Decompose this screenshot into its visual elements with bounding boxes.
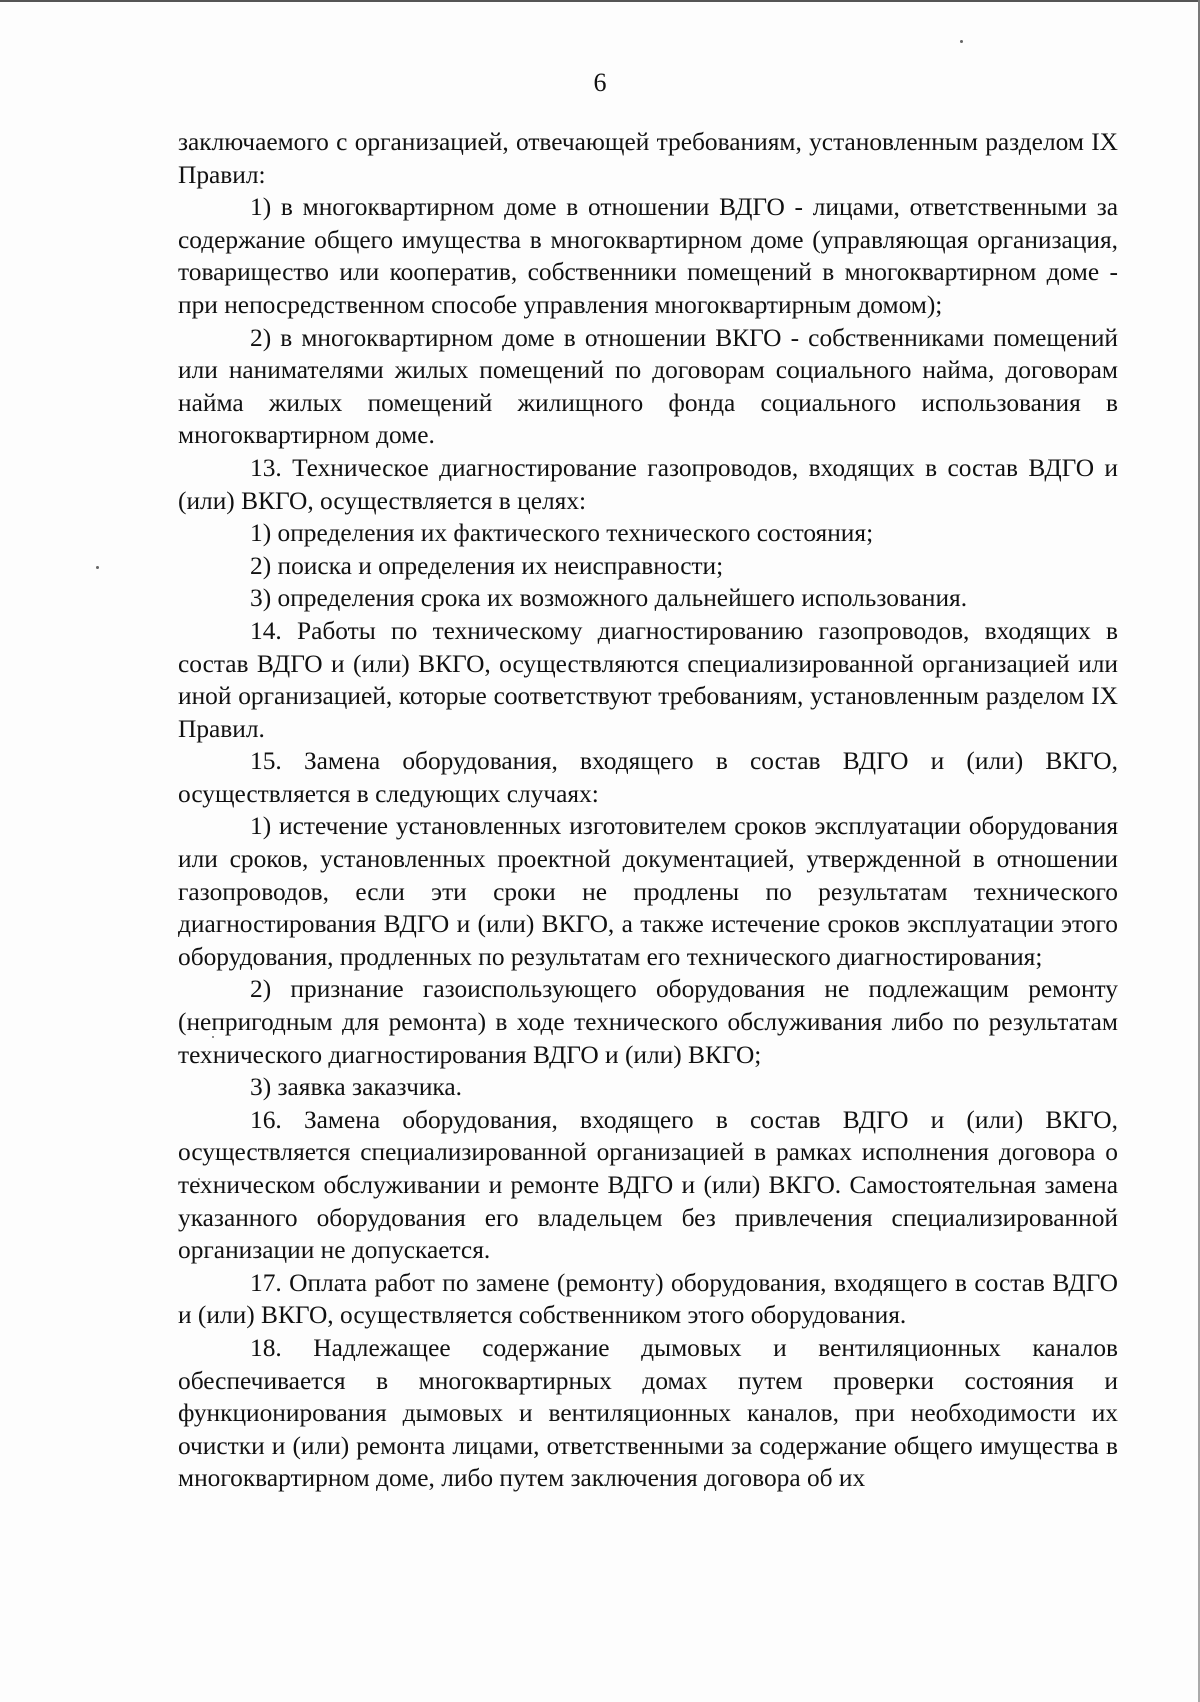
paragraph: 1) определения их фактического технического состояния; — [250, 519, 874, 548]
paragraph: 15. Замена оборудования, входящего в состав ВДГО и (или) ВКГО, осуществляется в следующих случаях: — [178, 747, 1118, 808]
paragraph: 2) в многоквартирном доме в отношении ВКГО - собственниками помещений или нанимателями жилых помещений по договорам социального найма, договорам найма жилых помещений жилищного фонда социального использования в многоквартирном доме. — [178, 323, 1118, 450]
scan-top-edge — [0, 0, 1200, 2]
page-number: 6 — [593, 68, 607, 97]
paragraph: 18. Надлежащее содержание дымовых и вентиляционных каналов обеспечивается в многоквартирных домах путем проверки состояния и функционирования дымовых и вентиляционных каналов, при необходимости их очистки и (или) ремонта лицами, ответственными за содержание общего имущества в многоквартирном доме, либо путем заключения договора об их — [178, 1333, 1118, 1493]
paragraph: 17. Оплата работ по замене (ремонту) оборудования, входящего в состав ВДГО и (или) ВКГО, осуществляется собственником этого оборудования. — [178, 1268, 1118, 1330]
scan-speck — [96, 566, 99, 569]
paragraph: 1) в многоквартирном доме в отношении ВДГО - лицами, ответственными за содержание общего имущества в многоквартирном доме (управляющая организация, товарищество или кооператив, собственники помещений в многоквартирном доме - при непосредственном способе управления многоквартирным домом); — [178, 193, 1118, 319]
paragraph: 1) истечение установленных изготовителем сроков эксплуатации оборудования или сроков, установленных проектной документацией, утвержденной в отношении газопроводов, если эти сроки не продлены по результатам технического диагностирования ВДГО и (или) ВКГО, а также истечение сроков эксплуатации этого оборудования, продленных по результатам его технического диагностирования; — [178, 812, 1118, 971]
scan-speck — [960, 40, 963, 43]
paragraph: 16. Замена оборудования, входящего в состав ВДГО и (или) ВКГО, осуществляется специализированной организацией в рамках исполнения договора о техническом обслуживании и ремонте ВДГО и (или) ВКГО. Самостоятельная замена указанного оборудования его владельцем без привлечения специализированной организации не допускается. — [178, 1105, 1118, 1265]
paragraph: 14. Работы по техническому диагностированию газопроводов, входящих в состав ВДГО и (или) ВКГО, осуществляются специализированной организацией или иной организацией, которые соответствуют требованиям, установленным разделом IX Правил. — [178, 616, 1118, 743]
paragraph: 2) признание газоиспользующего оборудования не подлежащим ремонту (непригодным для ремонта) в ходе технического обслуживания либо по результатам технического диагностирования ВДГО и (или) ВКГО; — [178, 975, 1118, 1069]
paragraph: 3) заявка заказчика. — [250, 1073, 463, 1102]
paragraph: 2) поиска и определения их неисправности; — [250, 551, 724, 580]
document-body — [178, 126, 1118, 1495]
paragraph: 3) определения срока их возможного дальнейшего использования. — [250, 584, 968, 613]
paragraph: 13. Техническое диагностирование газопроводов, входящих в состав ВДГО и (или) ВКГО, осуществляется в целях: — [178, 453, 1118, 515]
paragraph: заключаемого с организацией, отвечающей требованиям, установленным разделом IX Правил: — [178, 128, 1118, 189]
